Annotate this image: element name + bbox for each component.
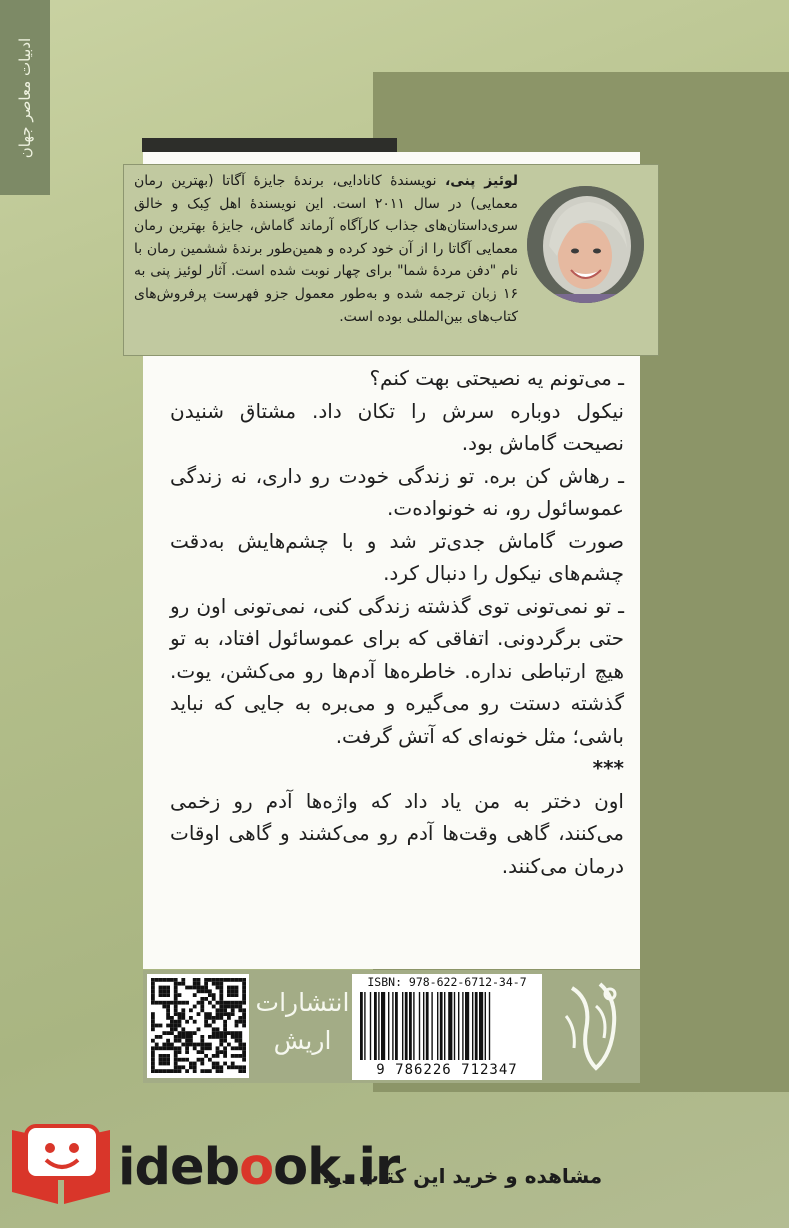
paragraph-6: اون دختر به من یاد داد که واژه‌ها آدم رو زخمی می‌کنند، گاهی وقت‌ها آدم رو می‌کشند و گاهی اوقات درمان می‌کنند.: [170, 788, 624, 878]
isbn-text: ISBN: 978-622-6712-34-7: [367, 975, 527, 989]
paragraph-3: ـ رهاش کن بره. تو زندگی خودت رو داری، نه زندگی عموسائول رو، نه خونواده‌ت.: [170, 463, 624, 520]
paragraph-1: ـ می‌تونم یه نصیحتی بهت کنم؟: [369, 366, 624, 390]
watermark-bar: [0, 1112, 789, 1228]
section-separator: ***: [592, 756, 624, 780]
publisher-name: [255, 984, 350, 1060]
ean-digits: 9 786226 712347: [376, 1062, 518, 1078]
qr-code[interactable]: [147, 974, 249, 1078]
brand-suffix: ok.ir: [273, 1138, 400, 1197]
author-bio: [134, 170, 518, 328]
author-name: لوئیز پنی،: [444, 173, 518, 189]
book-icon: [8, 1120, 114, 1212]
series-label-wrap: [0, 0, 50, 195]
publisher-logo-icon: [552, 976, 634, 1076]
publisher-line-2: اریش: [273, 1026, 332, 1055]
excerpt-text: [170, 362, 624, 882]
brand-prefix: ideb: [118, 1138, 240, 1197]
series-label: ادبیات معاصر جهان: [16, 37, 34, 158]
paragraph-2: نیکول دوباره سرش را تکان داد. مشتاق شنیدن نصیحت گاماش بود.: [170, 398, 624, 455]
author-bio-text: نویسندهٔ کانادایی، برندهٔ جایزهٔ آگاتا (بهترین رمان معمایی) در سال ۲۰۱۱ است. این نویسندهٔ اهل کِبک و خالق سری‌داستان‌های جذاب کارآگاه آرماند گاماش، جایزهٔ بهترین رمان معمایی آگاتا را از آن خود کرده و همین‌طور برندهٔ ششمین رمان با نام "دفن مردهٔ شما" برای چهار نوبت شده است. آثار لوئیز پنی به ۱۶ زبان ترجمه شده و به‌طور معمول جزو فهرست پرفروش‌های کتاب‌های بین‌المللی بوده است.: [134, 173, 518, 325]
decorative-strip: [142, 138, 397, 152]
author-bio-box: [123, 164, 659, 356]
brand-o: o: [239, 1138, 274, 1197]
isbn-barcode: [352, 974, 542, 1080]
publisher-line-1: انتشارات: [255, 988, 350, 1017]
paragraph-5: ـ تو نمی‌تونی توی گذشته زندگی کنی، نمی‌تونی اون رو حتی برگردونی. اتفاقی که برای عموسائول افتاد، به تو هیچ ارتباطی نداره. خاطره‌ها آدم‌ها رو می‌کشن، یوت. گذشته دستت رو می‌گیره و می‌بره به جایی که نباید باشی؛ مثل خونه‌ای که آتش گرفت.: [170, 593, 624, 748]
watermark-caption: مشاهده و خرید این کتاب در:: [322, 1164, 603, 1188]
author-portrait: [527, 186, 644, 303]
paragraph-4: صورت گاماش جدی‌تر شد و با چشم‌هایش به‌دقت چشم‌های نیکول را دنبال کرد.: [170, 528, 624, 585]
